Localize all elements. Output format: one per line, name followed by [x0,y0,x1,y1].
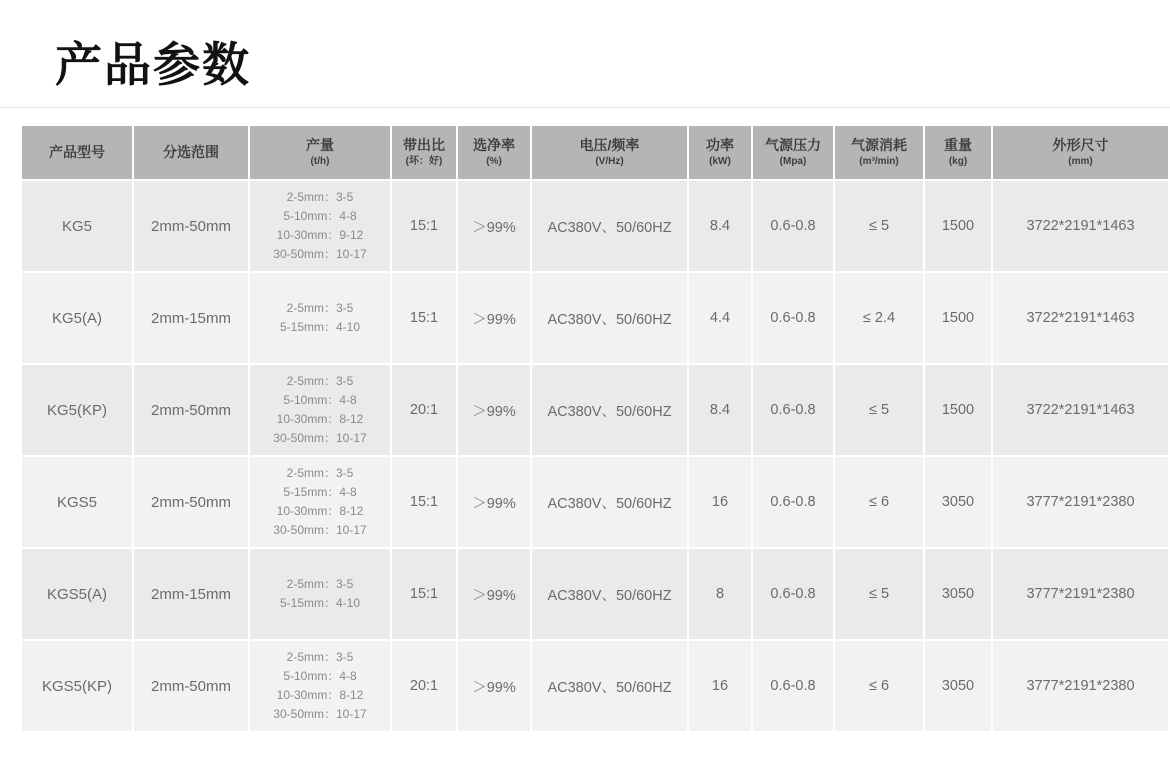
cell-range: 2mm-15mm [134,273,248,363]
column-label: 分选范围 [163,144,219,161]
table-row [22,457,1168,547]
column-header [925,126,991,179]
column-label: 气源消耗 [851,137,907,154]
cell-purity: ＞99% [458,457,530,547]
cell-range: 2mm-50mm [134,365,248,455]
cell-purity: ＞99% [458,365,530,455]
cell-weight: 1500 [925,365,991,455]
cell-voltage: AC380V、50/60HZ [532,273,687,363]
column-header [22,126,132,179]
column-label: 气源压力 [765,137,821,154]
column-unit: (t/h) [310,156,330,168]
cell-dimensions: 3777*2191*2380 [993,549,1168,639]
cell-consumption: ≤ 5 [835,181,923,271]
output-line: 2-5mm：3-5 [286,301,354,316]
cell-power: 16 [689,641,751,731]
cell-dimensions: 3722*2191*1463 [993,181,1168,271]
cell-weight: 3050 [925,641,991,731]
cell-ratio: 20:1 [392,641,456,731]
output-line: 10-30mm：9-12 [276,228,364,243]
cell-ratio: 15:1 [392,273,456,363]
cell-pressure: 0.6-0.8 [753,273,833,363]
cell-consumption: ≤ 6 [835,457,923,547]
cell-ratio: 15:1 [392,457,456,547]
output-line: 5-15mm：4-8 [283,485,357,500]
cell-model: KG5(A) [22,273,132,363]
cell-power: 8.4 [689,365,751,455]
column-label: 产品型号 [49,144,105,161]
table-row [22,181,1168,271]
product-spec-table [20,124,1170,733]
cell-model: KG5(KP) [22,365,132,455]
output-line: 10-30mm：8-12 [276,504,364,519]
table-row [22,549,1168,639]
cell-dimensions: 3722*2191*1463 [993,365,1168,455]
column-header [993,126,1168,179]
output-line: 30-50mm：10-17 [273,523,367,538]
cell-consumption: ≤ 2.4 [835,273,923,363]
cell-model: KGS5(A) [22,549,132,639]
cell-voltage: AC380V、50/60HZ [532,365,687,455]
cell-model: KGS5(KP) [22,641,132,731]
cell-output [250,273,390,363]
output-line: 5-15mm：4-10 [279,596,361,611]
cell-weight: 1500 [925,273,991,363]
table-row [22,641,1168,731]
output-line: 30-50mm：10-17 [273,247,367,262]
cell-dimensions: 3777*2191*2380 [993,641,1168,731]
column-header [458,126,530,179]
column-label: 带出比 [403,137,445,154]
column-label: 电压/频率 [579,137,640,154]
table-header-row [22,126,1168,179]
output-line: 5-10mm：4-8 [283,393,357,408]
output-line: 2-5mm：3-5 [286,577,354,592]
column-header [250,126,390,179]
output-line: 2-5mm：3-5 [286,650,354,665]
cell-dimensions: 3777*2191*2380 [993,457,1168,547]
cell-model: KG5 [22,181,132,271]
cell-weight: 3050 [925,457,991,547]
column-label: 重量 [944,137,972,154]
cell-power: 16 [689,457,751,547]
output-line: 10-30mm：8-12 [276,412,364,427]
cell-weight: 3050 [925,549,991,639]
cell-range: 2mm-50mm [134,457,248,547]
cell-output [250,457,390,547]
output-line: 30-50mm：10-17 [273,431,367,446]
cell-power: 8.4 [689,181,751,271]
column-label: 选净率 [473,137,515,154]
cell-voltage: AC380V、50/60HZ [532,181,687,271]
cell-purity: ＞99% [458,549,530,639]
output-line: 2-5mm：3-5 [286,466,354,481]
cell-output [250,181,390,271]
cell-weight: 1500 [925,181,991,271]
column-unit: (坏：好) [405,156,443,168]
cell-purity: ＞99% [458,273,530,363]
column-unit: (m³/min) [859,156,899,168]
column-header [835,126,923,179]
product-parameters-page [0,38,1170,779]
cell-pressure: 0.6-0.8 [753,549,833,639]
cell-pressure: 0.6-0.8 [753,457,833,547]
cell-pressure: 0.6-0.8 [753,365,833,455]
output-line: 5-15mm：4-10 [279,320,361,335]
cell-purity: ＞99% [458,181,530,271]
output-line: 30-50mm：10-17 [273,707,367,722]
cell-range: 2mm-15mm [134,549,248,639]
column-unit: (%) [486,156,502,168]
column-header [134,126,248,179]
cell-power: 8 [689,549,751,639]
column-label: 功率 [706,137,734,154]
section-divider [0,107,1170,108]
cell-consumption: ≤ 5 [835,365,923,455]
output-line: 10-30mm：8-12 [276,688,364,703]
column-unit: (V/Hz) [595,156,624,168]
column-header [392,126,456,179]
output-line: 5-10mm：4-8 [283,669,357,684]
cell-voltage: AC380V、50/60HZ [532,641,687,731]
cell-consumption: ≤ 6 [835,641,923,731]
cell-consumption: ≤ 5 [835,549,923,639]
cell-output [250,549,390,639]
cell-ratio: 20:1 [392,365,456,455]
column-header [689,126,751,179]
cell-voltage: AC380V、50/60HZ [532,457,687,547]
column-unit: (kW) [709,156,731,168]
column-label: 外形尺寸 [1052,137,1109,154]
cell-ratio: 15:1 [392,549,456,639]
column-label: 产量 [306,137,334,154]
column-unit: (Mpa) [779,156,807,168]
cell-model: KGS5 [22,457,132,547]
output-line: 5-10mm：4-8 [283,209,357,224]
cell-pressure: 0.6-0.8 [753,181,833,271]
cell-output [250,641,390,731]
column-header [532,126,687,179]
table-row [22,273,1168,363]
cell-pressure: 0.6-0.8 [753,641,833,731]
cell-purity: ＞99% [458,641,530,731]
table-row [22,365,1168,455]
cell-range: 2mm-50mm [134,181,248,271]
page-title: 产品参数 [55,38,251,91]
column-unit: (kg) [948,156,968,168]
output-line: 2-5mm：3-5 [286,374,354,389]
cell-output [250,365,390,455]
cell-dimensions: 3722*2191*1463 [993,273,1168,363]
cell-voltage: AC380V、50/60HZ [532,549,687,639]
column-header [753,126,833,179]
cell-range: 2mm-50mm [134,641,248,731]
cell-power: 4.4 [689,273,751,363]
column-unit: (mm) [1068,156,1093,168]
cell-ratio: 15:1 [392,181,456,271]
output-line: 2-5mm：3-5 [286,190,354,205]
